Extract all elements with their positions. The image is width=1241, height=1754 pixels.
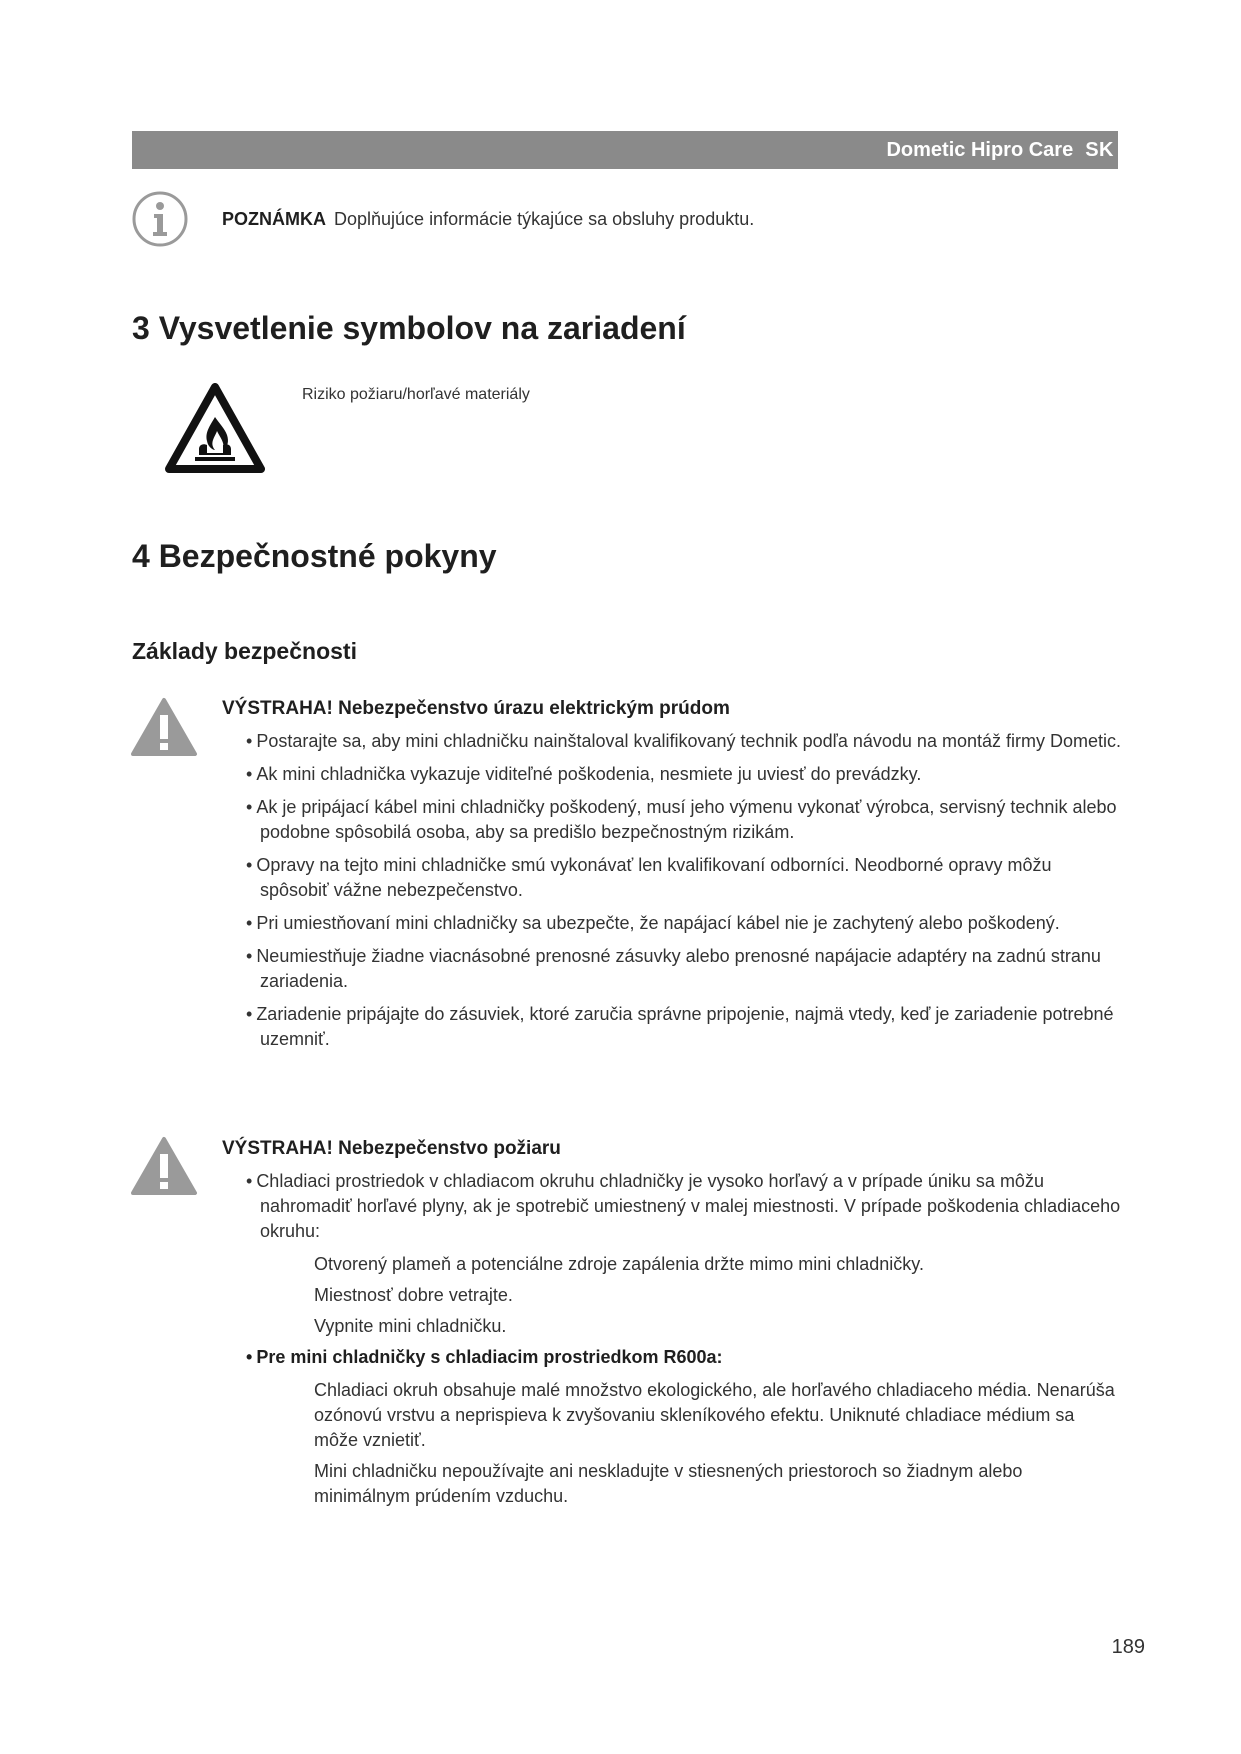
warning-electric-list bbox=[222, 729, 1122, 1052]
list-item: • Pri umiestňovaní mini chladničky sa ubezpečte, že napájací kábel nie je zachytený alebo poškodený. bbox=[222, 911, 1122, 936]
sub-item: Chladiaci okruh obsahuje malé množstvo ekologického, ale horľavého chladiaceho média. Nenarúša ozónovú vrstvu a neprispieva k zvyšovaniu skleníkového efektu. Uniknuté chladiace médium sa môže vznietiť. bbox=[314, 1380, 1115, 1450]
symbol-description: Riziko požiaru/horľavé materiály bbox=[302, 386, 530, 403]
warning-electric bbox=[222, 696, 1122, 1060]
warning-fire bbox=[222, 1136, 1122, 1515]
info-icon bbox=[132, 191, 188, 247]
list-item: • Postarajte sa, aby mini chladničku nainštaloval kvalifikovaný technik podľa návodu na montáž firmy Dometic. bbox=[222, 729, 1122, 754]
warning-electric-title: VÝSTRAHA! Nebezpečenstvo úrazu elektrickým prúdom bbox=[222, 698, 730, 719]
warning-triangle-icon bbox=[130, 697, 198, 757]
list-item: • Neumiestňuje žiadne viacnásobné prenosné zásuvky alebo prenosné napájacie adaptéry na zadnú stranu zariadenia. bbox=[222, 944, 1122, 994]
header-brand: Dometic Hipro Care bbox=[886, 138, 1074, 161]
warning-fire-list-2 bbox=[222, 1345, 1122, 1370]
list-item: • Ak mini chladnička vykazuje viditeľné poškodenia, nesmiete ju uviesť do prevádzky. bbox=[222, 762, 1122, 787]
sub-item: Vypnite mini chladničku. bbox=[314, 1316, 507, 1336]
section-3-title: 3 Vysvetlenie symbolov na zariadení bbox=[132, 310, 686, 346]
page-number: 189 bbox=[1111, 1636, 1145, 1658]
note-label: POZNÁMKA bbox=[222, 209, 326, 229]
list-item: • Chladiaci prostriedok v chladiacom okruhu chladničky je vysoko horľavý a v prípade úniku sa môžu nahromadiť horľavé plyny, ak je spotrebič umiestnený v malej miestnosti. V prípade poškodenia chladiaceho okruhu: bbox=[222, 1169, 1122, 1244]
sub-item: Mini chladničku nepoužívajte ani neskladujte v stiesnených priestoroch so žiadnym alebo minimálnym prúdením vzduchu. bbox=[314, 1461, 1023, 1506]
subsection-title: Základy bezpečnosti bbox=[132, 638, 357, 664]
list-item: • Pre mini chladničky s chladiacim prostriedkom R600a: bbox=[222, 1345, 1122, 1370]
page-header bbox=[132, 131, 1118, 169]
list-item: • Ak je pripájací kábel mini chladničky poškodený, musí jeho výmenu vykonať výrobca, servisný technik alebo podobne spôsobilá osoba, aby sa predišlo bezpečnostným rizikám. bbox=[222, 795, 1122, 845]
sub-item: Miestnosť dobre vetrajte. bbox=[314, 1285, 513, 1305]
flammable-warning-icon bbox=[165, 383, 265, 475]
note-body: Doplňujúce informácie týkajúce sa obsluhy produktu. bbox=[334, 209, 755, 229]
note-row bbox=[132, 191, 1112, 251]
warning-fire-list bbox=[222, 1169, 1122, 1244]
list-item: • Zariadenie pripájajte do zásuviek, ktoré zaručia správne pripojenie, najmä vtedy, keď je zariadenie potrebné uzemniť. bbox=[222, 1002, 1122, 1052]
warning-triangle-icon bbox=[130, 1136, 198, 1196]
list-item: • Opravy na tejto mini chladničke smú vykonávať len kvalifikovaní odborníci. Neodborné opravy môžu spôsobiť vážne nebezpečenstvo. bbox=[222, 853, 1122, 903]
note-text bbox=[222, 209, 754, 230]
header-language: SK bbox=[1085, 138, 1114, 161]
sub-item: Otvorený plameň a potenciálne zdroje zapálenia držte mimo mini chladničky. bbox=[314, 1254, 924, 1274]
warning-fire-title: VÝSTRAHA! Nebezpečenstvo požiaru bbox=[222, 1138, 561, 1159]
section-4-title: 4 Bezpečnostné pokyny bbox=[132, 538, 497, 574]
